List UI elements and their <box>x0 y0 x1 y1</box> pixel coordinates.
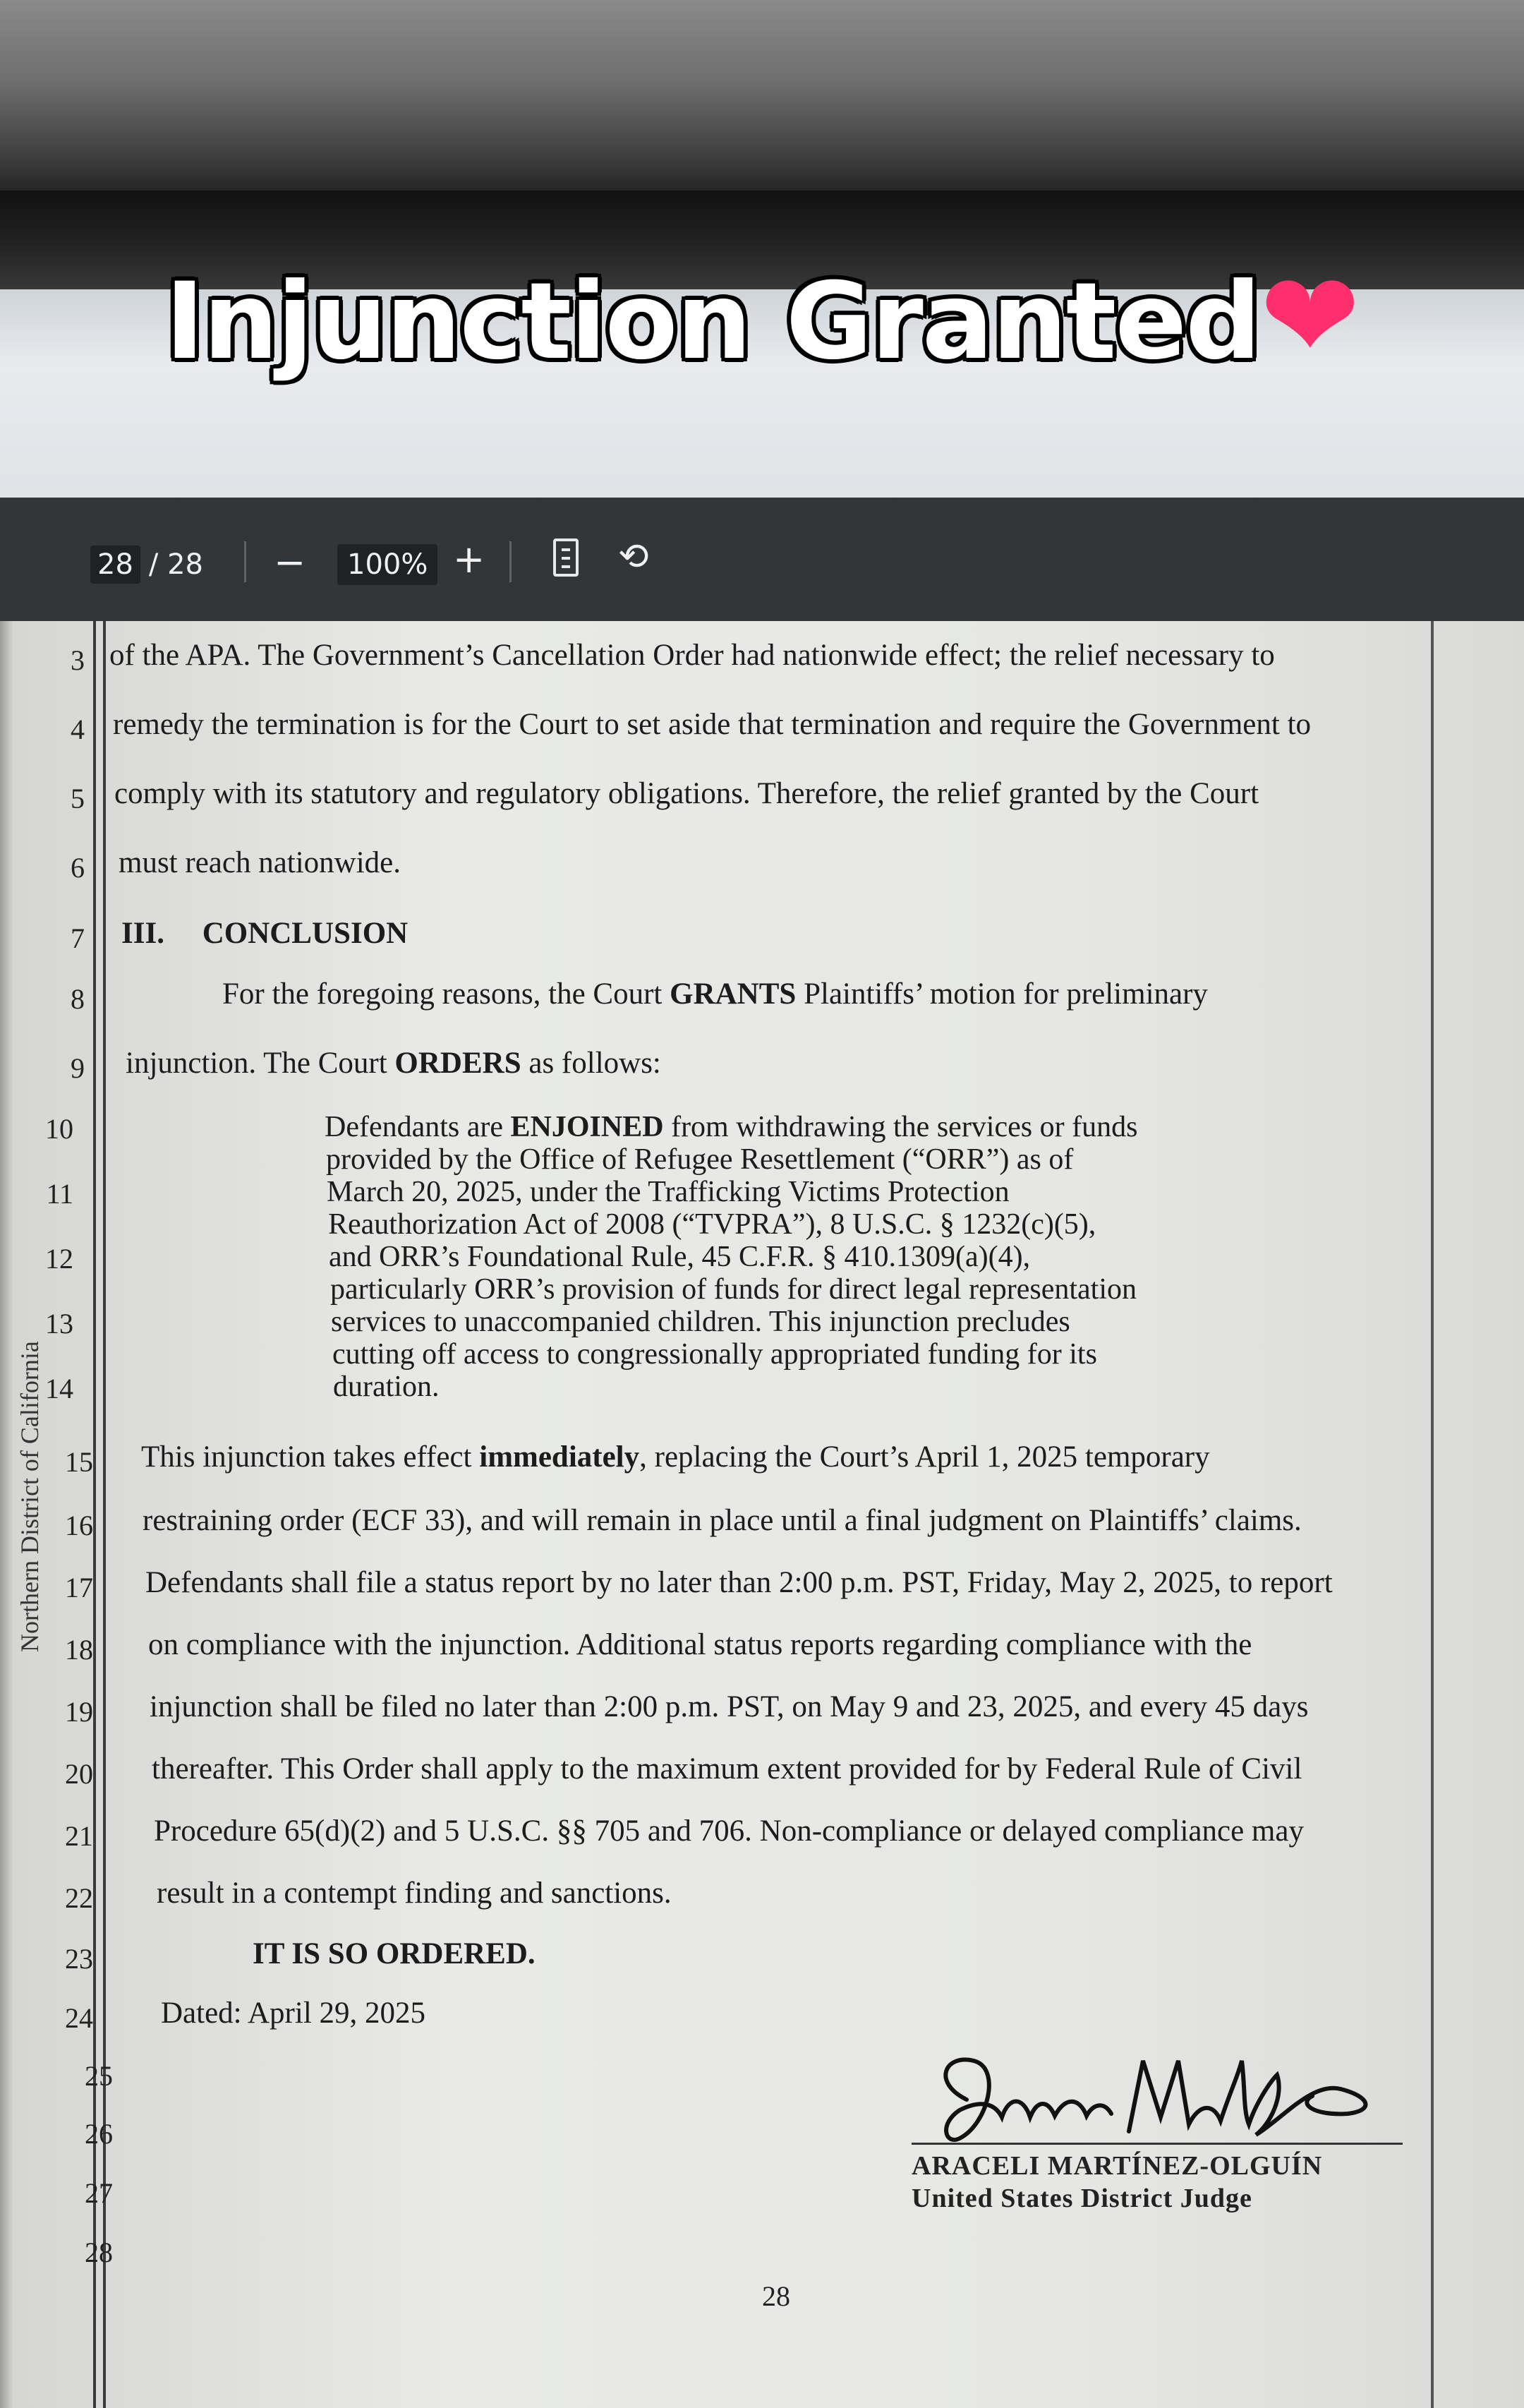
line-number: 8 <box>71 983 85 1015</box>
judge-name: ARACELI MARTÍNEZ-OLGUÍN <box>912 2151 1323 2181</box>
signature-line <box>912 2143 1403 2145</box>
line-number: 17 <box>65 1572 93 1603</box>
toolbar-divider <box>244 541 246 582</box>
line-number: 28 <box>85 2237 113 2268</box>
line-number: 20 <box>65 1758 93 1790</box>
block-quote-line: duration. <box>333 1371 440 1403</box>
document-line: For the foregoing reasons, the Court GRANTS Plaintiffs’ motion for preliminary <box>222 977 1208 1011</box>
zoom-out-button[interactable]: − <box>274 540 306 584</box>
rotate-icon[interactable]: ⟲ <box>618 536 649 578</box>
page-total: / 28 <box>148 548 203 581</box>
document-line: IT IS SO ORDERED. <box>253 1937 536 1970</box>
line-number: 9 <box>71 1052 85 1084</box>
line-number: 16 <box>65 1510 93 1541</box>
line-number: 15 <box>65 1446 93 1478</box>
block-quote-line: and ORR’s Foundational Rule, 45 C.F.R. § 410.1309(a)(4), <box>329 1241 1031 1273</box>
overlay-caption <box>0 247 1524 387</box>
document-line: result in a contempt finding and sanctions. <box>157 1877 672 1910</box>
line-number: 22 <box>65 1882 93 1914</box>
document-line: injunction. The Court ORDERS as follows: <box>126 1047 661 1080</box>
document-line: of the APA. The Government’s Cancellation Order had nationwide effect; the relief necessary to <box>109 639 1275 672</box>
block-quote-line: Reauthorization Act of 2008 (“TVPRA”), 8 U.S.C. § 1232(c)(5), <box>328 1208 1096 1241</box>
line-number: 6 <box>71 852 85 884</box>
document-line: thereafter. This Order shall apply to the maximum extent provided for by Federal Rule of Civil <box>152 1752 1302 1786</box>
line-number: 3 <box>71 644 85 676</box>
line-number: 4 <box>71 714 85 745</box>
block-quote-line: Defendants are ENJOINED from withdrawing the services or funds <box>325 1111 1138 1143</box>
page-number-input[interactable]: 28 <box>90 546 140 584</box>
line-number: 10 <box>45 1113 73 1145</box>
line-number: 18 <box>65 1634 93 1666</box>
line-number: 19 <box>65 1696 93 1728</box>
page-footer-number: 28 <box>762 2280 790 2312</box>
caption-text: Injunction Granted <box>164 260 1260 383</box>
zoom-level-input[interactable]: 100% <box>337 544 437 585</box>
page-indicator <box>90 546 203 584</box>
document-line: Dated: April 29, 2025 <box>161 1997 426 2030</box>
document-line: comply with its statutory and regulatory obligations. Therefore, the relief granted by the Court <box>114 777 1259 810</box>
document-line: Defendants shall file a status report by no later than 2:00 p.m. PST, Friday, May 2, 2025, to report <box>145 1566 1333 1599</box>
zoom-in-button[interactable]: + <box>453 537 485 582</box>
block-quote-line: March 20, 2025, under the Trafficking Victims Protection <box>327 1176 1010 1208</box>
toolbar-divider <box>509 541 512 582</box>
document-line: III. CONCLUSION <box>121 917 409 950</box>
background-ceiling <box>0 0 1524 205</box>
line-number: 21 <box>65 1820 93 1852</box>
line-number: 7 <box>71 922 85 954</box>
document-line: remedy the termination is for the Court to set aside that termination and require the Government to <box>113 708 1312 741</box>
document-line: restraining order (ECF 33), and will remain in place until a final judgment on Plaintiffs’ claims. <box>143 1504 1302 1537</box>
line-number: 23 <box>65 1943 93 1975</box>
line-number: 14 <box>45 1373 73 1404</box>
document-line: must reach nationwide. <box>119 846 401 879</box>
judge-signature <box>917 2033 1411 2156</box>
line-number: 5 <box>71 783 85 814</box>
document-line: Procedure 65(d)(2) and 5 U.S.C. §§ 705 and 706. Non-compliance or delayed compliance may <box>154 1814 1304 1848</box>
line-number: 24 <box>65 2002 93 2034</box>
document-line: This injunction takes effect immediately, replacing the Court’s April 1, 2025 temporary <box>141 1440 1210 1474</box>
line-number: 27 <box>85 2177 113 2209</box>
judge-title: United States District Judge <box>912 2184 1252 2213</box>
signature-graphic <box>917 2033 1411 2153</box>
block-quote-line: services to unaccompanied children. This injunction precludes <box>331 1306 1070 1338</box>
heart-icon: ❤ <box>1259 247 1360 387</box>
page-edge <box>0 621 14 2408</box>
judge-block <box>912 2150 1322 2215</box>
pdf-toolbar <box>0 498 1524 621</box>
line-number: 26 <box>85 2118 113 2150</box>
right-margin-rule <box>1431 621 1434 2408</box>
block-quote-line: cutting off access to congressionally appropriated funding for its <box>332 1338 1097 1371</box>
court-side-label: Northern District of California <box>16 1341 44 1652</box>
line-number: 25 <box>85 2060 113 2092</box>
fit-page-icon[interactable] <box>553 538 579 577</box>
line-number: 13 <box>45 1308 73 1340</box>
line-number: 12 <box>45 1243 73 1275</box>
block-quote-line: particularly ORR’s provision of funds for direct legal representation <box>330 1273 1137 1306</box>
document-line: on compliance with the injunction. Additional status reports regarding compliance with the <box>148 1628 1252 1661</box>
document-line: injunction shall be filed no later than 2:00 p.m. PST, on May 9 and 23, 2025, and every 45 days <box>150 1690 1309 1723</box>
line-number: 11 <box>46 1178 73 1210</box>
block-quote-line: provided by the Office of Refugee Resettlement (“ORR”) as of <box>326 1143 1074 1176</box>
